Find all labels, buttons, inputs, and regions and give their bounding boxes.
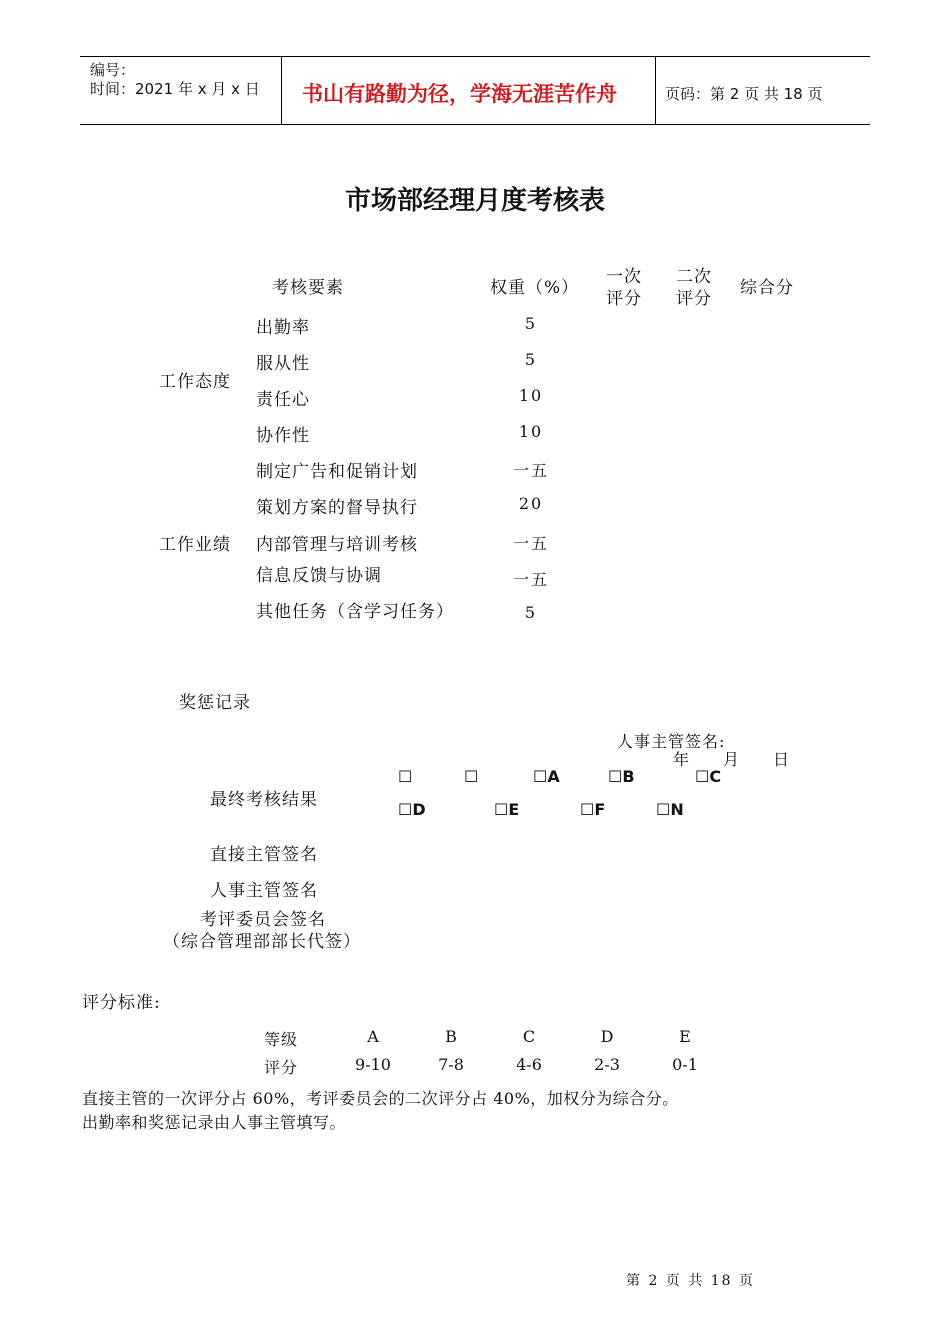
header-divider-left [281, 56, 282, 124]
row-item: 协作性 [256, 426, 310, 446]
row-weight: 一五 [512, 461, 549, 480]
col-header-first-1: 一次 [606, 267, 642, 287]
row-weight: 20 [518, 494, 544, 513]
col-header-item: 考核要素 [272, 278, 344, 298]
col-header-second-1: 二次 [676, 267, 712, 287]
date-day: 日 [773, 750, 791, 769]
rewards-label: 奖惩记录 [179, 693, 251, 713]
note-attendance: 出勤率和奖惩记录由人事主管填写。 [82, 1113, 347, 1132]
score-cell: 0-1 [672, 1055, 698, 1074]
score-cell: 2-3 [594, 1055, 620, 1074]
result-option-a[interactable]: ☐A [533, 767, 560, 786]
result-option-b[interactable]: ☐B [608, 767, 635, 786]
result-option-n[interactable]: ☐N [656, 800, 684, 819]
row-weight: 5 [524, 350, 538, 369]
row-weight: 10 [518, 422, 544, 441]
col-header-weight: 权重（%） [490, 278, 580, 298]
row-item: 出勤率 [256, 318, 310, 338]
score-cell: 4-6 [516, 1055, 542, 1074]
date-year: 年 [673, 750, 691, 769]
row-weight: 5 [524, 603, 538, 622]
row-weight: 一五 [512, 534, 549, 553]
row-weight: 5 [524, 314, 538, 333]
grade-cell: C [522, 1027, 536, 1046]
grade-row-label: 等级 [264, 1030, 299, 1049]
result-option-checkbox[interactable]: ☐ [398, 767, 413, 786]
header-top-rule [80, 56, 870, 57]
hr-supervisor-sign: 人事主管签名 [210, 881, 318, 901]
direct-supervisor-sign: 直接主管签名 [210, 845, 318, 865]
motto: 书山有路勤为径，学海无涯苦作舟 [302, 82, 617, 106]
row-item: 策划方案的督导执行 [256, 498, 418, 518]
row-item: 服从性 [256, 354, 310, 374]
hr-signature-label: 人事主管签名: [617, 732, 726, 751]
time-label: 时间：2021 年 x 月 x 日 [90, 80, 260, 98]
committee-sign: 考评委员会签名 [200, 910, 326, 930]
col-header-second-2: 评分 [676, 289, 712, 309]
group-label-attitude: 工作态度 [159, 372, 231, 392]
score-cell: 9-10 [355, 1055, 391, 1074]
grade-cell: D [600, 1027, 614, 1046]
result-option-e[interactable]: ☐E [494, 800, 520, 819]
result-option-checkbox[interactable]: ☐ [464, 767, 479, 786]
row-item: 其他任务（含学习任务） [256, 602, 454, 622]
result-option-d[interactable]: ☐D [398, 800, 426, 819]
result-option-c[interactable]: ☐C [695, 767, 722, 786]
result-option-f[interactable]: ☐F [580, 800, 606, 819]
row-item: 信息反馈与协调 [256, 566, 382, 586]
row-weight: 10 [518, 386, 544, 405]
grade-cell: A [367, 1027, 379, 1046]
scoring-standard-label: 评分标准: [82, 993, 161, 1013]
note-weighting: 直接主管的一次评分占 60%，考评委员会的二次评分占 40%，加权分为综合分。 [82, 1089, 679, 1108]
page-footer: 第 2 页 共 18 页 [626, 1273, 755, 1289]
date-month: 月 [723, 750, 741, 769]
col-header-first-2: 评分 [606, 289, 642, 309]
score-row-label: 评分 [264, 1058, 299, 1077]
row-weight: 一五 [512, 570, 549, 589]
score-cell: 7-8 [438, 1055, 464, 1074]
row-item: 内部管理与培训考核 [256, 535, 418, 555]
page-info: 页码：第 2 页 共 18 页 [665, 85, 823, 103]
col-header-total: 综合分 [740, 278, 794, 298]
group-label-performance: 工作业绩 [159, 535, 231, 555]
serial-label: 编号： [90, 61, 136, 79]
row-item: 责任心 [256, 390, 310, 410]
row-item: 制定广告和促销计划 [256, 462, 418, 482]
final-result-label: 最终考核结果 [210, 790, 318, 810]
committee-sign-note: （综合管理部部长代签） [163, 932, 361, 952]
header-divider-right [655, 56, 656, 124]
page-title: 市场部经理月度考核表 [344, 186, 605, 216]
header-bottom-rule [80, 124, 870, 125]
grade-cell: B [445, 1027, 457, 1046]
grade-cell: E [679, 1027, 691, 1046]
